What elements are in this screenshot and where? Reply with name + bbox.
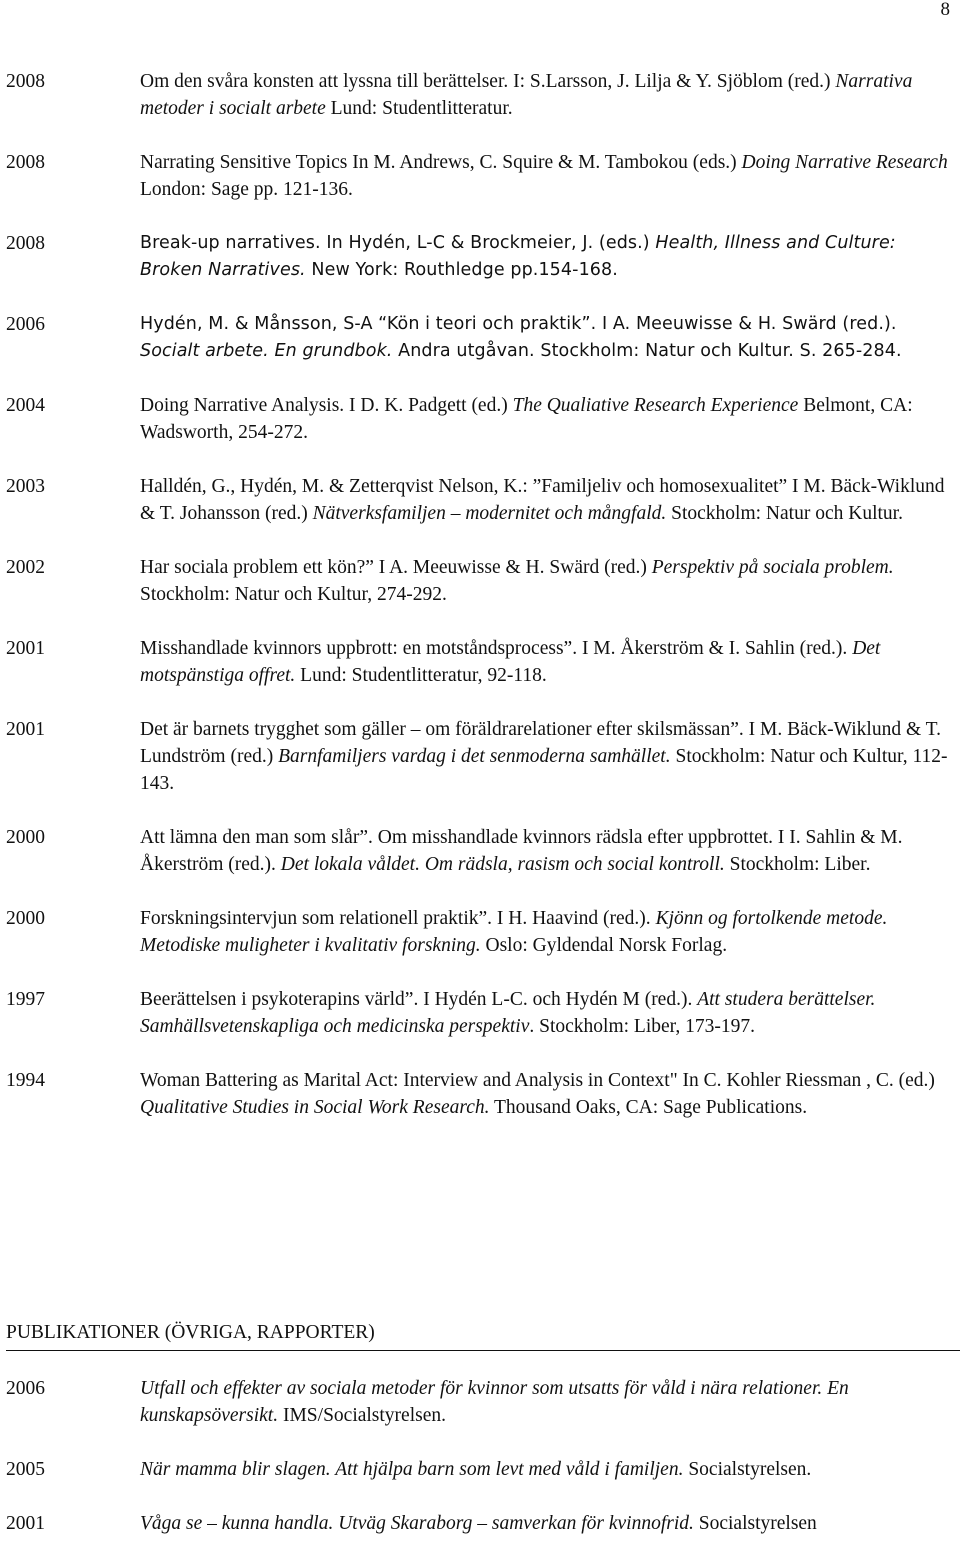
publication-year: 2000 — [6, 908, 45, 929]
citation-text: Andra utgåvan. Stockholm: Natur och Kultur. S. 265-284. — [392, 341, 902, 361]
publication-year: 2004 — [6, 395, 45, 416]
publication-entry — [6, 554, 956, 608]
citation-text: Woman Battering as Marital Act: Interview and Analysis in Context" In C. Kohler Riessman , C. (ed.) — [140, 1070, 935, 1091]
citation-text: Stockholm: Liber. — [724, 854, 871, 875]
citation-text: Thousand Oaks, CA: Sage Publications. — [489, 1097, 808, 1118]
publication-year: 2000 — [6, 827, 45, 848]
publication-entry — [6, 716, 956, 797]
publication-entry — [6, 311, 956, 365]
citation-text: Lund: Studentlitteratur, 92-118. — [295, 665, 547, 686]
citation-title: Qualitative Studies in Social Work Research. — [140, 1097, 490, 1118]
citation-title: Doing Narrative Research — [741, 152, 948, 173]
publication-entry — [6, 905, 956, 959]
citation-title: Kjönn og fortolkende metode. Metodiske muligheter i kvalitativ forskning. — [140, 908, 888, 956]
publication-citation — [140, 905, 956, 959]
citation-text: Belmont, CA: Wadsworth, 254-272. — [140, 395, 913, 443]
publication-citation — [140, 635, 956, 689]
publication-entry — [6, 986, 956, 1040]
citation-text: Narrating Sensitive Topics In M. Andrews, C. Squire & M. Tambokou (eds.) — [140, 152, 742, 173]
publication-entry — [6, 473, 956, 527]
publication-citation — [140, 1375, 956, 1429]
citation-title: Health, Illness and Culture: Broken Narratives. — [140, 233, 896, 280]
citation-text: Break-up narratives. In Hydén, L-C & Brockmeier, J. (eds.) — [140, 233, 656, 253]
publication-entry — [6, 149, 956, 203]
citation-text: Socialstyrelsen — [693, 1513, 817, 1534]
publication-year: 1997 — [6, 989, 45, 1010]
publication-list — [6, 68, 956, 1148]
citation-text: Stockholm: Natur och Kultur, 274-292. — [140, 584, 447, 605]
publication-citation — [140, 1067, 956, 1121]
publication-year: 2002 — [6, 557, 45, 578]
citation-text: Oslo: Gyldendal Norsk Forlag. — [480, 935, 728, 956]
citation-text: Om den svåra konsten att lyssna till berättelser. I: S.Larsson, J. Lilja & Y. Sjöblom (red.) — [140, 71, 836, 92]
citation-title: Barnfamiljers vardag i det senmoderna samhället. — [278, 746, 671, 767]
citation-title: Socialt arbete. En grundbok. — [140, 341, 393, 361]
citation-title: Det lokala våldet. Om rädsla, rasism och social kontroll. — [280, 854, 725, 875]
publication-year: 2001 — [6, 1513, 45, 1534]
publication-entry — [6, 230, 956, 284]
citation-text: Socialstyrelsen. — [683, 1459, 812, 1480]
publication-year: 2008 — [6, 152, 45, 173]
publication-citation — [140, 554, 956, 608]
citation-title: Nätverksfamiljen – modernitet och mångfald. — [312, 503, 667, 524]
publication-year: 1994 — [6, 1070, 45, 1091]
citation-text: Stockholm: Natur och Kultur. — [666, 503, 903, 524]
publication-entry — [6, 68, 956, 122]
publication-entry — [6, 1067, 956, 1121]
citation-text: Lund: Studentlitteratur. — [325, 98, 513, 119]
publication-entry — [6, 1456, 956, 1483]
report-list — [6, 1375, 956, 1564]
publication-year: 2001 — [6, 719, 45, 740]
publication-citation — [140, 68, 956, 122]
publication-year: 2005 — [6, 1459, 45, 1480]
publication-citation — [140, 149, 956, 203]
citation-text: Hydén, M. & Månsson, S-A “Kön i teori och praktik”. I A. Meeuwisse & H. Swärd (red.). — [140, 314, 897, 334]
citation-title: Det motspänstiga offret. — [140, 638, 881, 686]
citation-title: The Qualiative Research Experience — [512, 395, 799, 416]
publication-citation — [140, 392, 956, 446]
citation-text: Det är barnets trygghet som gäller – om föräldrarelationer efter skilsmässan”. I M. Bäck-Wiklund & T. Lundström (red.) — [140, 719, 941, 767]
publication-entry — [6, 635, 956, 689]
publication-citation — [140, 986, 956, 1040]
page-number: 8 — [940, 0, 950, 20]
citation-text: Forskningsintervjun som relationell praktik”. I H. Haavind (red.). — [140, 908, 656, 929]
citation-text: London: Sage pp. 121-136. — [140, 179, 353, 200]
publication-year: 2008 — [6, 233, 45, 254]
publication-year: 2006 — [6, 314, 45, 335]
citation-text: Stockholm: Natur och Kultur, 112-143. — [140, 746, 948, 794]
section-heading: PUBLIKATIONER (ÖVRIGA, RAPPORTER) — [6, 1319, 960, 1351]
citation-title: Perspektiv på sociala problem. — [651, 557, 894, 578]
citation-text: Misshandlade kvinnors uppbrott: en motståndsprocess”. I M. Åkerström & I. Sahlin (red.). — [140, 638, 853, 659]
citation-title: När mamma blir slagen. Att hjälpa barn som levt med våld i familjen. — [140, 1459, 684, 1480]
publication-year: 2003 — [6, 476, 45, 497]
publication-citation — [140, 473, 956, 527]
publication-entry — [6, 1375, 956, 1429]
citation-text: IMS/Socialstyrelsen. — [278, 1405, 446, 1426]
publication-year: 2001 — [6, 638, 45, 659]
publication-entry — [6, 392, 956, 446]
citation-title: Utfall och effekter av sociala metoder för kvinnor som utsatts för våld i nära relationer. En kunskapsöversikt. — [140, 1378, 849, 1426]
publication-citation — [140, 311, 956, 365]
publication-citation — [140, 230, 956, 284]
citation-title: Att studera berättelser. Samhällsvetenskapliga och medicinska perspektiv — [140, 989, 876, 1037]
citation-text: Beerättelsen i psykoterapins värld”. I Hydén L-C. och Hydén M (red.). — [140, 989, 698, 1010]
citation-text: Att lämna den man som slår”. Om misshandlade kvinnors rädsla efter uppbrottet. I I. Sahlin & M. Åkerström (red.). — [140, 827, 903, 875]
citation-text: Doing Narrative Analysis. I D. K. Padgett (ed.) — [140, 395, 513, 416]
citation-text: Har sociala problem ett kön?” I A. Meeuwisse & H. Swärd (red.) — [140, 557, 652, 578]
citation-text: New York: Routhledge pp.154-168. — [305, 260, 618, 280]
citation-text: . Stockholm: Liber, 173-197. — [529, 1016, 755, 1037]
citation-text: Halldén, G., Hydén, M. & Zetterqvist Nelson, K.: ”Familjeliv och homosexualitet” I M. Bäck-Wiklund & T. Johansson (red.) — [140, 476, 945, 524]
publication-year: 2008 — [6, 71, 45, 92]
publication-entry — [6, 824, 956, 878]
citation-title: Våga se – kunna handla. Utväg Skaraborg – samverkan för kvinnofrid. — [140, 1513, 694, 1534]
publication-year: 2006 — [6, 1378, 45, 1399]
publication-citation — [140, 716, 956, 797]
publication-citation — [140, 824, 956, 878]
citation-title: Narrativa metoder i socialt arbete — [140, 71, 913, 119]
publication-citation — [140, 1456, 956, 1483]
